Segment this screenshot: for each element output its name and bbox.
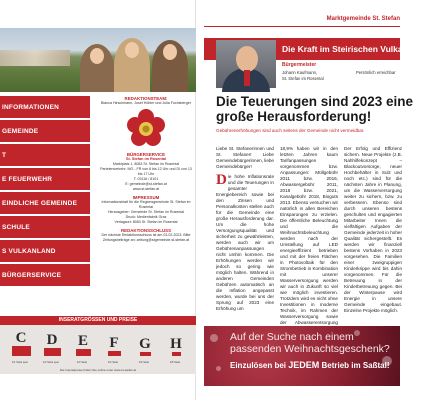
nav-item-informationen[interactable]: INFORMATIONEN <box>0 96 90 120</box>
ad-size-g <box>132 336 158 364</box>
promo-line-3-strong: JEDEM <box>288 360 320 370</box>
ad-size-letter: D <box>46 332 58 348</box>
mayor-place: St. Stefan im Rosental <box>282 75 324 81</box>
nav-item-feuerwehr[interactable]: E FEUERWEHR <box>0 168 90 192</box>
impressum-druck: Druck: Medienfabrik Graz <box>125 215 167 219</box>
ad-size-caption: 1/8 Seite <box>169 361 181 364</box>
ad-size-caption: 1/6 Seite <box>138 361 150 364</box>
nav-item-t[interactable]: T <box>0 144 90 168</box>
redaktionsteam-title: REDAKTIONSTEAM: <box>124 96 168 101</box>
nav-item-schule[interactable]: SCHULE <box>0 216 90 240</box>
headline-line-1: Die Teuerungen sind 2023 eine <box>216 94 414 109</box>
ad-size-f <box>101 335 127 364</box>
ad-size-box <box>44 348 61 356</box>
right-page <box>204 0 425 400</box>
ad-size-letter: H <box>170 336 182 352</box>
ad-size-caption: 1/2 Seite quer <box>42 361 60 364</box>
mayor-contact: Persönlich erreichbar <box>356 70 396 75</box>
ad-size-d <box>39 332 65 364</box>
ad-size-h <box>163 336 189 364</box>
redaktionsteam-names: Bianca Hirschmann, Josef Höbler und Julia Fuchsberger <box>101 101 191 105</box>
ad-sizes-footer: Die Inseratpreise finden Sie online unter www.st-stefan.at <box>59 368 137 372</box>
article-salutation: Liebe St. Stefanerinnen und St. Stefaner! Liebe Gemeindebürgerinnen, liebe Gemeindebürger! <box>216 146 274 169</box>
buergerservice-email[interactable]: E: gemeinde@st-stefan.at <box>125 182 167 186</box>
mayor-portrait <box>216 40 276 88</box>
impressum-block <box>100 195 192 225</box>
redaktionsteam-block <box>100 96 192 106</box>
promo-line-2: passenden Weihnachtsgeschenk? <box>230 343 390 355</box>
mayor-face <box>236 46 258 72</box>
impressum-text: Informationsblatt für die Regionsgemeinde St. Stefan im Rosental <box>101 200 191 209</box>
buergerservice-place: St. Stefan im Rosental <box>125 157 167 161</box>
team-member-3 <box>152 40 188 92</box>
nav-item-vulkanland[interactable]: S VULKANLAND <box>0 240 90 264</box>
headline-line-2: große Herausforderung! <box>216 109 372 124</box>
snowflake-icon <box>210 334 218 342</box>
municipal-rose-logo <box>126 109 166 149</box>
header-rule <box>204 26 400 27</box>
ad-sizes-title: INSERATGRÖSSEN UND PREISE <box>0 316 196 325</box>
buergerservice-address: Marktplatz 1, 8083 St. Stefan im Rosental <box>112 162 180 166</box>
article-dropcap: D <box>216 172 227 188</box>
mayor-name: Johann Kaufmann, <box>282 70 318 75</box>
ad-sizes-list <box>6 328 192 364</box>
snowflake-icon <box>216 366 221 371</box>
town-view <box>0 50 70 66</box>
ad-size-letter: F <box>109 335 119 351</box>
buergerservice-title: BÜRGERSERVICE <box>126 152 166 157</box>
ad-sizes-box <box>0 316 196 374</box>
ad-size-letter: C <box>15 330 27 346</box>
ad-size-caption: 1/4 Seite <box>107 361 119 364</box>
voucher-promo-banner[interactable] <box>204 326 400 386</box>
impressum-herausgeber: Herausgeber: Gemeinde St. Stefan im Rosental <box>107 210 185 214</box>
nav-item-buergerservice[interactable]: BÜRGERSERVICE <box>0 264 90 288</box>
redaktionsschluss-block <box>100 228 192 243</box>
ad-size-letter: E <box>77 333 88 349</box>
article-column-3 <box>344 146 402 318</box>
running-head: Marktgemeinde St. Stefan <box>326 16 400 22</box>
impressum-title: IMPRESSUM <box>132 195 160 200</box>
article-headline <box>216 94 414 124</box>
ad-size-box <box>76 349 91 356</box>
ad-size-box <box>108 351 121 356</box>
ad-size-letter: G <box>139 336 151 352</box>
team-photo <box>0 28 196 92</box>
team-member-1 <box>80 44 114 92</box>
banner-title: Die Kraft im Steirischen Vulkanland <box>282 44 425 54</box>
promo-line-3-suffix: Betrieb im Saßtal! <box>319 361 390 370</box>
buergerservice-web[interactable]: www.st-stefan.at <box>132 187 160 191</box>
nav-item-gemeinde[interactable]: GEMEINDE <box>0 120 90 144</box>
team-member-2 <box>114 38 150 92</box>
redaktionsschluss-title: REDAKTIONSSCHLUSS <box>120 228 171 233</box>
promo-line-3 <box>230 360 390 370</box>
ad-size-e <box>70 333 96 364</box>
article-col2-text: 18,9% haben wir in den letzten Jahren kaum Tarifanpassungen vorgenommen bzw. Anpassungen: Müllgebühr 2011 bzw. 2016, Abwassergebühr 2011, 2018 bzw. 2021, Kanalgebühr 2018, Bioguts 2013. Ebenso versuchen wir natürlich in allen Bereichen Einsparungen zu erzielen. Die öffentliche Beleuchtung und die Weihnachtsbeleuchtung werden nach der Umstellung auf LED energieeffizient betrieben und mit der freien Flächen in Photovoltaik für den Strombetrieb in Kombination mit unserer Wasserversorgung werden wir auch in Zukunft so viel wie möglich investieren. Trotzdem wird es nicht ohne Investitionen in moderne Technik, im Rahmen der Wasserversorgung sowie der Abwasserentsorgung <box>280 146 338 325</box>
article-paragraph-1 <box>216 174 274 312</box>
mayor-role: Bürgermeister <box>282 62 317 68</box>
mayor-name-block <box>282 70 324 81</box>
buergerservice-hours: Parteienverkehr: MO - FR von 8 bis 12 Uhr und DI von 13 bis 17 Uhr <box>100 167 192 176</box>
mayor-tie <box>244 70 250 86</box>
nav-item-freundliche-gemeinde[interactable]: EINDLICHE GEMEINDE <box>0 192 90 216</box>
article-column-2 <box>280 146 338 336</box>
redaktionsschluss-text: Der nächste Redaktionsschluss ist am 03.02.2023. Bitte Zeitungsbeiträge an: zeitung@stgemeinde.st-stefan.at <box>101 233 191 242</box>
ad-size-caption: 1/1 Seite quer <box>11 361 29 364</box>
promo-line-3-prefix: Einzulösen bei <box>230 361 289 370</box>
article-body <box>216 146 402 325</box>
article-col1-text: ie hohe Inflationsrate und die Teuerungen in gesamter Energiebereich sowie bei den Zinsen und Personalkosten stellen auch für die Gemeinde eine große Herausforderung dar. Um die hohe Versorgungsqualität und sicherheit zu gewährleisten, werden auch wir um Gebührenanpassungen nicht umhin kommen. Die Erhöhungen werden wir jedoch so gering wie möglich halten. Während in anderen Gemeinden Gebühren automatisch an die Inflation angepasst werden, wurde bei uns der Sprung auf 2023 eine Erhöhung um <box>216 174 274 311</box>
promo-line-1: Auf der Suche nach einem <box>230 331 354 343</box>
left-page <box>0 0 196 400</box>
ad-size-caption: 1/3 Seite <box>76 361 88 364</box>
ad-size-box <box>172 352 181 356</box>
buergerservice-block <box>100 152 192 192</box>
impressum-verlagsort: Verlagsort: 8083 St. Stefan im Rosental <box>114 220 178 224</box>
article-subline: Gebührenerhöhungen sind auch seitens der Gemeinde nicht vermeidbar. <box>216 128 365 133</box>
buergerservice-phone: T: 03116 / 8101 <box>133 177 159 181</box>
ad-size-c <box>8 330 34 364</box>
ad-size-box <box>12 346 31 356</box>
section-nav <box>0 96 90 288</box>
article-col3-text: Der Erfolg und Effizienz sichern. Neue Projekte (z.B. Nahhilfekonzept – Blackoutvorsorge, neuer Hochbehälter in Sulz und noch etc.) sind für die nächsten Jahre in Planung, um die Wasserversorgung weiter zu sichern, bzw. zu verbessern. Ebenso sind durch unseren bestens geschulten und engagierten Mitarbeiter Innen die vielfältigen Aufgaben der Gemeinde jederzeit in hoher Qualität sichergestellt. Es werden wir finanziell bestens Vorhaben in 2023 vorgesehen. Die Familien einer zweigruppigen Kinderkrippe wird bis dahin vorgenommen. Für die Betreuung in der Kinderbetreuung gegen. Bei der Winterpause wird Energie in unsere Gemeinde eingebaut. Einzelne Projekte möglich. <box>344 146 402 313</box>
snowflake-icon <box>354 330 360 336</box>
ad-size-box <box>140 352 151 356</box>
article-column-1 <box>216 146 274 316</box>
info-column <box>100 96 192 246</box>
